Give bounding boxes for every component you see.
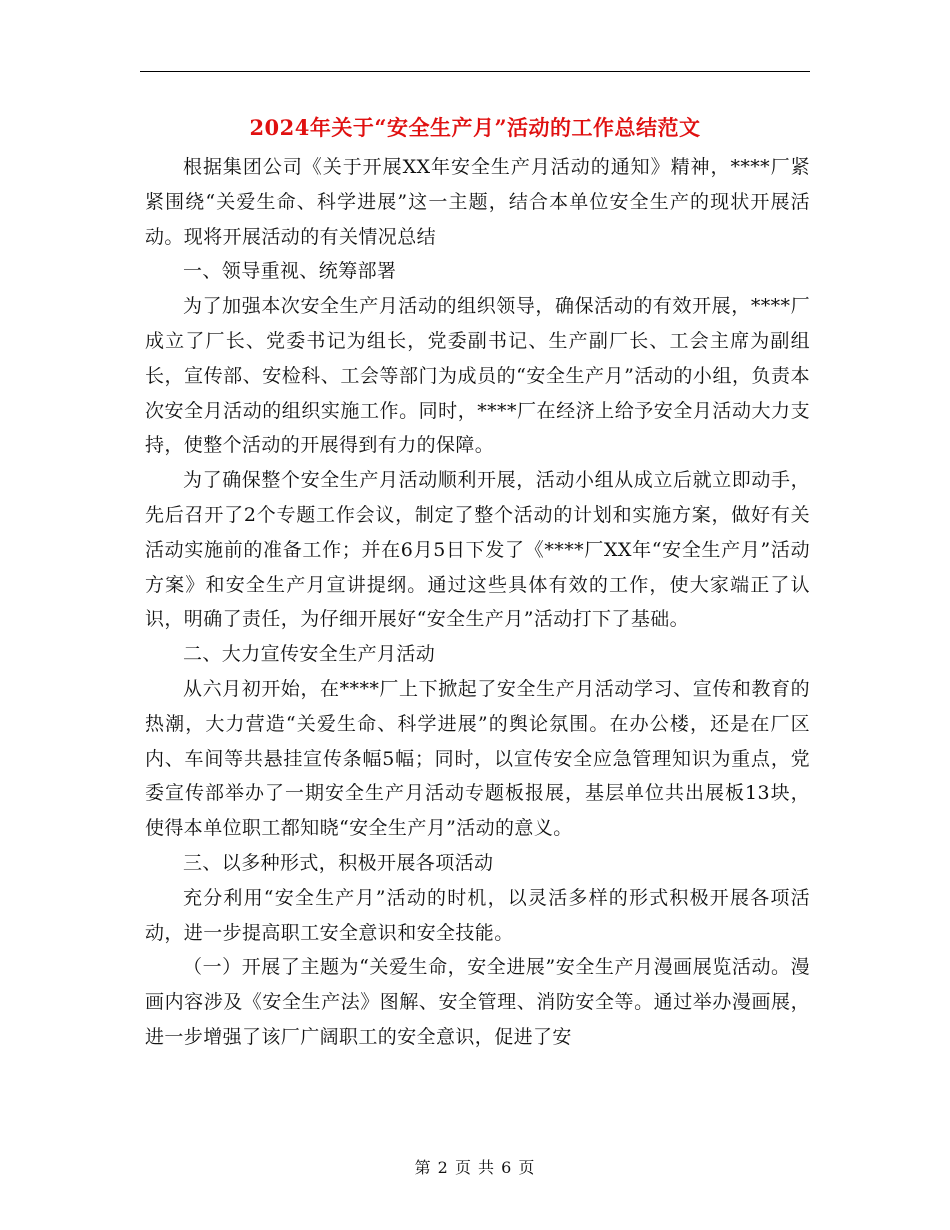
intro-paragraph: 根据集团公司《关于开展XX年安全生产月活动的通知》精神，****厂紧紧围绕“关爱生命、科学进展”这一主题，结合本单位安全生产的现状开展活动。现将开展活动的有关情况总结: [145, 156, 810, 248]
body-paragraph: 充分利用“安全生产月”活动的时机，以灵活多样的形式积极开展各项活动，进一步提高职工安全意识和安全技能。: [145, 886, 810, 944]
header-rule: [140, 71, 810, 72]
document-title: 2024年关于“安全生产月”活动的工作总结范文: [249, 115, 701, 140]
body-paragraph: 为了加强本次安全生产月活动的组织领导，确保活动的有效开展，****厂成立了厂长、党委书记为组长，党委副书记、生产副厂长、工会主席为副组长，宣传部、安检科、工会等部门为成员的“安全生产月”活动的小组，负责本次安全月活动的组织实施工作。同时，****厂在经济上给予安全月活动大力支持，使整个活动的开展得到有力的保障。: [145, 295, 810, 457]
section-heading-2: 二、大力宣传安全生产月活动: [183, 643, 436, 666]
section-heading-1: 一、领导重视、统筹部署: [183, 260, 397, 283]
section-heading-3: 三、以多种形式，积极开展各项活动: [183, 851, 494, 874]
page-number-footer: 第 2 页 共 6 页: [414, 1158, 536, 1177]
document-body: [145, 150, 810, 1055]
body-paragraph: 从六月初开始，在****厂上下掀起了安全生产月活动学习、宣传和教育的热潮，大力营造“关爱生命、科学进展”的舆论氛围。在办公楼，还是在厂区内、车间等共悬挂宣传条幅5幅；同时，以宣传安全应急管理知识为重点，党委宣传部举办了一期安全生产月活动专题板报展，基层单位共出展板13块，使得本单位职工都知晓“安全生产月”活动的意义。: [145, 677, 810, 840]
body-paragraph: 为了确保整个安全生产月活动顺利开展，活动小组从成立后就立即动手，先后召开了2个专题工作会议，制定了整个活动的计划和实施方案，做好有关活动实施前的准备工作；并在6月5日下发了《****厂XX年“安全生产月”活动方案》和安全生产月宣讲提纲。通过这些具体有效的工作，使大家端正了认识，明确了责任，为仔细开展好“安全生产月”活动打下了基础。: [145, 469, 810, 631]
body-paragraph: （一）开展了主题为“关爱生命，安全进展”安全生产月漫画展览活动。漫画内容涉及《安全生产法》图解、安全管理、消防安全等。通过举办漫画展，进一步增强了该厂广阔职工的安全意识，促进了安: [145, 956, 810, 1048]
